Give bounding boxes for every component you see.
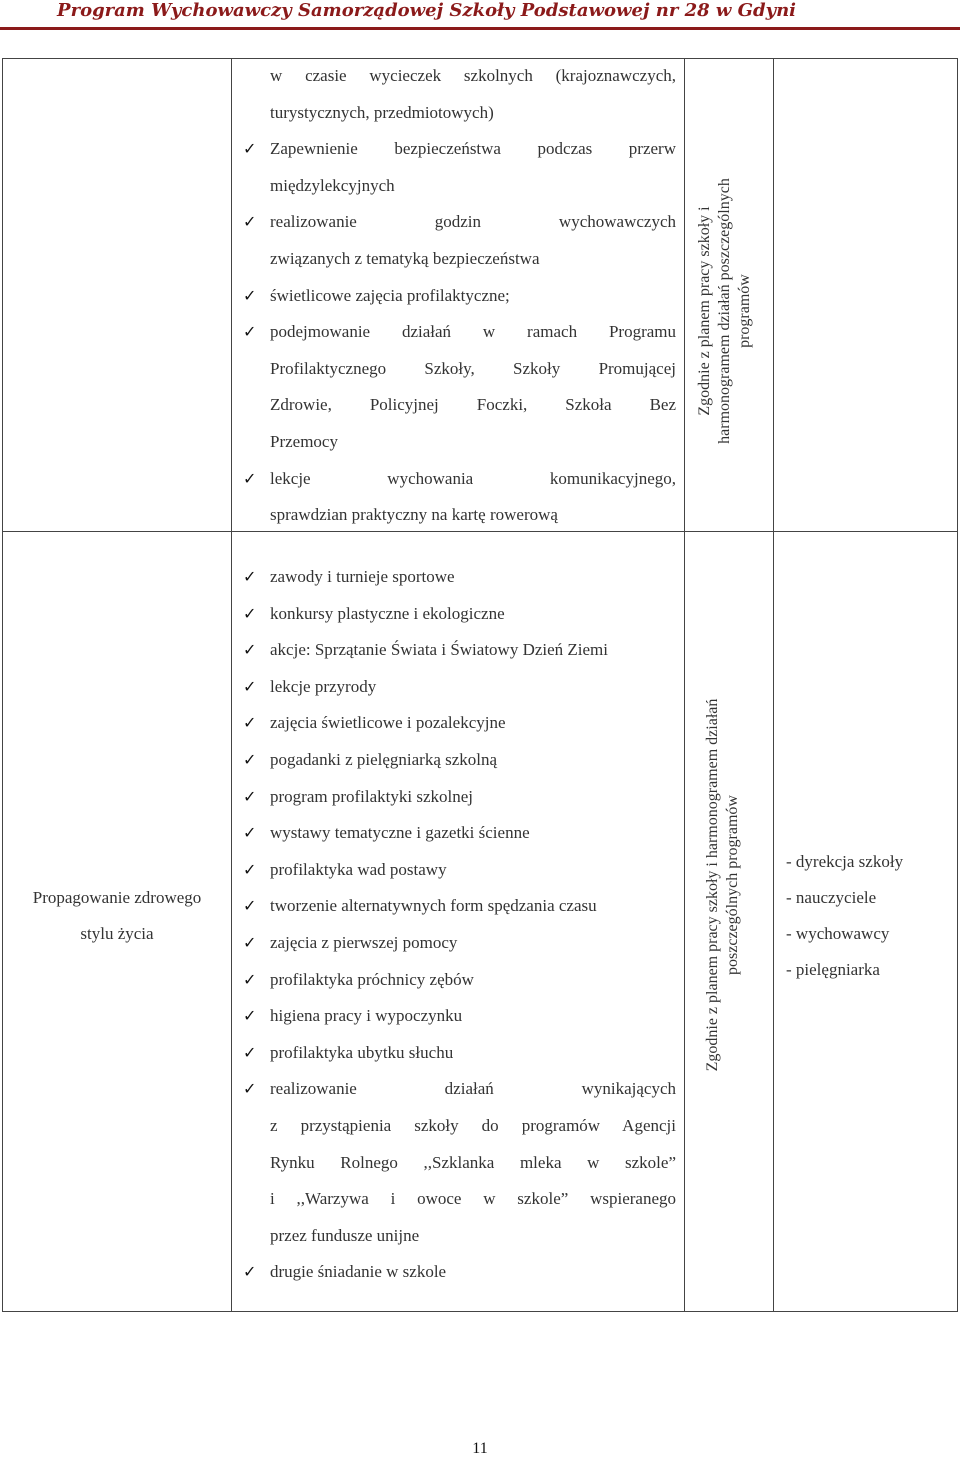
activity-line xyxy=(232,241,676,278)
term-text xyxy=(703,660,743,1110)
activity-text: Rynku Rolnego ,,Szklanka mleka w szkole” xyxy=(270,1152,676,1172)
activity-text: wystawy tematyczne i gazetki ścienne xyxy=(270,823,530,843)
activity-line xyxy=(232,387,676,424)
activity-text: program profilaktyki szkolnej xyxy=(270,786,474,806)
checkmark-icon: ✓ xyxy=(243,713,257,733)
header-rule xyxy=(0,27,960,30)
activity-text: zawody i turnieje sportowe xyxy=(270,567,455,586)
activity-text: w czasie wycieczek szkolnych (krajoznawczych, xyxy=(270,66,676,85)
activity-line xyxy=(232,58,676,95)
activities-list xyxy=(232,58,684,531)
activity-text: higiena pracy i wypoczynku xyxy=(270,1006,463,1026)
checkmark-icon: ✓ xyxy=(243,1262,257,1282)
activity-text: pogadanki z pielęgniarką szkolną xyxy=(270,749,498,769)
checkmark-icon: ✓ xyxy=(243,1006,257,1026)
activity-text: Zdrowie, Policyjnej Foczki, Szkoła Bez xyxy=(270,395,676,415)
header-title: Program Wychowawczy Samorządowej Szkoły Podstawowej nr 28 w Gdyni xyxy=(57,0,796,21)
checkmark-icon: ✓ xyxy=(243,212,257,232)
persons-list xyxy=(786,844,903,988)
term-line: Zgodnie z planem pracy szkoły i harmonogramem działań xyxy=(704,698,721,1072)
activities-cell xyxy=(232,532,684,1311)
checkmark-icon: ✓ xyxy=(243,1042,257,1062)
activity-text: realizowanie działań wynikających xyxy=(270,1079,676,1099)
activity-line xyxy=(232,497,676,531)
activity-line xyxy=(232,998,676,1035)
page-header xyxy=(0,0,960,28)
activity-line xyxy=(232,314,676,351)
activity-text: sprawdzian praktyczny na kartę rowerową xyxy=(270,505,558,525)
activity-line xyxy=(232,278,676,315)
activity-line xyxy=(232,461,676,498)
checkmark-icon: ✓ xyxy=(243,786,257,806)
activity-text: związanych z tematyką bezpieczeństwa xyxy=(270,248,540,268)
activity-line xyxy=(232,962,676,999)
checkmark-icon: ✓ xyxy=(243,932,257,952)
persons-cell xyxy=(774,532,957,1311)
activity-line xyxy=(232,1035,676,1072)
table-border-right xyxy=(957,58,958,1312)
activity-text: turystycznych, przedmiotowych) xyxy=(270,102,494,122)
page-number: 11 xyxy=(472,1440,488,1457)
checkmark-icon: ✓ xyxy=(243,603,257,623)
activity-line xyxy=(232,1145,676,1182)
activity-line xyxy=(232,742,676,779)
checkmark-icon: ✓ xyxy=(243,896,257,916)
checkmark-icon: ✓ xyxy=(243,322,257,342)
activity-line xyxy=(232,1071,676,1108)
term-line: Zgodnie z planem pracy szkoły i xyxy=(696,206,713,416)
person-line: - pielęgniarka xyxy=(786,960,880,979)
activity-line xyxy=(232,888,676,925)
activity-line xyxy=(232,131,676,168)
activity-line xyxy=(232,815,676,852)
activity-line xyxy=(232,705,676,742)
activity-text: i ,,Warzywa i owoce w szkole” wspieranego xyxy=(270,1189,676,1209)
activity-text: konkursy plastyczne i ekologiczne xyxy=(270,603,505,623)
activity-text: zajęcia z pierwszej pomocy xyxy=(270,932,458,952)
term-cell xyxy=(685,532,773,1311)
activity-text: realizowanie godzin wychowawczych xyxy=(270,212,676,232)
checkmark-icon: ✓ xyxy=(243,859,257,879)
activity-line xyxy=(232,779,676,816)
activity-text: lekcje wychowania komunikacyjnego, xyxy=(270,468,676,488)
term-text xyxy=(695,146,755,476)
person-line: - nauczyciele xyxy=(786,888,877,907)
activity-line xyxy=(232,559,676,596)
activity-text: podejmowanie działań w ramach Programu xyxy=(270,322,676,342)
program-table xyxy=(2,58,958,1312)
activity-line xyxy=(232,204,676,241)
activity-line xyxy=(232,95,676,132)
topic-line: stylu życia xyxy=(80,924,154,943)
activity-line xyxy=(232,669,676,706)
activity-text: profilaktyka ubytku słuchu xyxy=(270,1042,454,1062)
topic-cell xyxy=(3,532,231,1311)
term-line: programów xyxy=(736,274,753,348)
activity-text: akcje: Sprzątanie Świata i Światowy Dzień Ziemi xyxy=(270,640,609,660)
checkmark-icon: ✓ xyxy=(243,468,257,488)
activity-text: międzylekcyjnych xyxy=(270,175,395,195)
topic-line: Propagowanie zdrowego xyxy=(32,888,202,907)
checkmark-icon: ✓ xyxy=(243,285,257,305)
activities-cell xyxy=(232,58,684,531)
activity-text: zajęcia świetlicowe i pozalekcyjne xyxy=(270,713,506,733)
checkmark-icon: ✓ xyxy=(243,567,257,586)
term-line: harmonogramem działań poszczególnych xyxy=(716,178,733,444)
activities-list xyxy=(232,532,684,1291)
checkmark-icon: ✓ xyxy=(243,969,257,989)
activity-line xyxy=(232,596,676,633)
checkmark-icon: ✓ xyxy=(243,1079,257,1099)
term-cell xyxy=(685,58,773,531)
term-line: poszczególnych programów xyxy=(724,795,741,975)
activity-line xyxy=(232,168,676,205)
activity-line xyxy=(232,852,676,889)
activity-line xyxy=(232,925,676,962)
activity-text: świetlicowe zajęcia profilaktyczne; xyxy=(270,285,510,305)
activity-line xyxy=(232,1108,676,1145)
activity-line xyxy=(232,351,676,388)
activity-text: Profilaktycznego Szkoły, Szkoły Promującej xyxy=(270,358,676,378)
checkmark-icon: ✓ xyxy=(243,676,257,696)
activity-line xyxy=(232,1218,676,1255)
person-line: - dyrekcja szkoły xyxy=(786,852,904,871)
activity-line xyxy=(232,1254,676,1291)
person-line: - wychowawcy xyxy=(786,924,890,943)
activity-line xyxy=(232,424,676,461)
activity-text: z przystąpienia szkoły do programów Agencji xyxy=(270,1115,676,1135)
activity-text: lekcje przyrody xyxy=(270,676,377,696)
activity-text: profilaktyka próchnicy zębów xyxy=(270,969,474,989)
table-border-bottom xyxy=(2,1311,958,1312)
activity-line xyxy=(232,632,676,669)
activity-text: drugie śniadanie w szkole xyxy=(270,1262,447,1282)
activity-line xyxy=(232,1181,676,1218)
activity-text: profilaktyka wad postawy xyxy=(270,859,447,879)
checkmark-icon: ✓ xyxy=(243,139,257,159)
activity-text: przez fundusze unijne xyxy=(270,1225,420,1245)
activity-text: Zapewnienie bezpieczeństwa podczas przerw xyxy=(270,139,676,159)
checkmark-icon: ✓ xyxy=(243,640,257,660)
activity-text: Przemocy xyxy=(270,431,338,451)
checkmark-icon: ✓ xyxy=(243,823,257,843)
topic-text xyxy=(3,880,231,952)
activity-text: tworzenie alternatywnych form spędzania czasu xyxy=(270,896,597,916)
checkmark-icon: ✓ xyxy=(243,749,257,769)
